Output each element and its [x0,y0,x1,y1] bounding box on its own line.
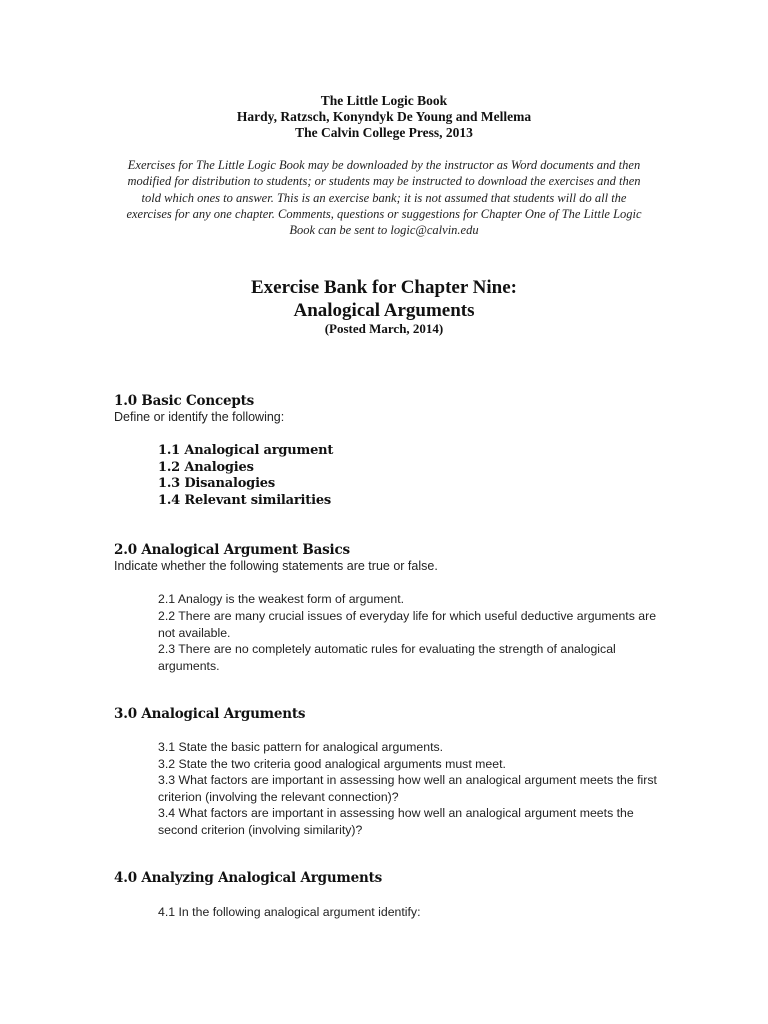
section-heading-2: 2.0 Analogical Argument Basics [114,542,350,558]
document-title-line-1: Exercise Bank for Chapter Nine: [251,277,517,298]
authors-line: Hardy, Ratzsch, Konyndyk De Young and Mellema [236,109,532,124]
list-item: 2.3 There are no completely automatic rules for evaluating the strength of analogical arguments. [158,642,616,673]
document-title-line-2: Analogical Arguments [293,300,475,321]
posted-date: (Posted March, 2014) [324,321,444,336]
list-item: 4.1 In the following analogical argument identify: [158,905,421,919]
book-title: The Little Logic Book [320,93,448,108]
section-heading-4: 4.0 Analyzing Analogical Arguments [114,870,383,886]
list-item: 2.2 There are many crucial issues of everyday life for which useful deductive arguments are not available. [158,609,657,640]
list-item: 3.1 State the basic pattern for analogical arguments. [158,740,444,754]
list-item: 1.1 Analogical argument [158,443,334,458]
list-item: 3.4 What factors are important in assessing how well an analogical argument meets the second criterion (involving similarity)? [158,806,634,837]
list-item: 3.2 State the two criteria good analogical arguments must meet. [158,757,506,771]
list-item: 2.1 Analogy is the weakest form of argument. [158,592,405,606]
list-item: 1.3 Disanalogies [158,476,275,491]
list-item: 1.4 Relevant similarities [158,493,332,508]
list-item: 1.2 Analogies [158,460,254,475]
section-intro-2: Indicate whether the following statements are true or false. [114,559,438,573]
intro-paragraph: Exercises for The Little Logic Book may be downloaded by the instructor as Word documents and then modified for distribution to students; or students may be instructed to download the exercises and then told which ones to answer. This is an exercise bank; it is not assumed that students will do all the exercises for any one chapter. Comments, questions or suggestions for Chapter One of The Little Logic Book can be sent to logic@calvin.edu [126,158,642,238]
section-intro-1: Define or identify the following: [114,410,285,424]
list-item: 3.3 What factors are important in assessing how well an analogical argument meets the first criterion (involving the relevant connection)? [158,773,657,804]
section-heading-3: 3.0 Analogical Arguments [114,706,306,722]
section-heading-1: 1.0 Basic Concepts [114,393,255,409]
press-line: The Calvin College Press, 2013 [295,125,473,140]
